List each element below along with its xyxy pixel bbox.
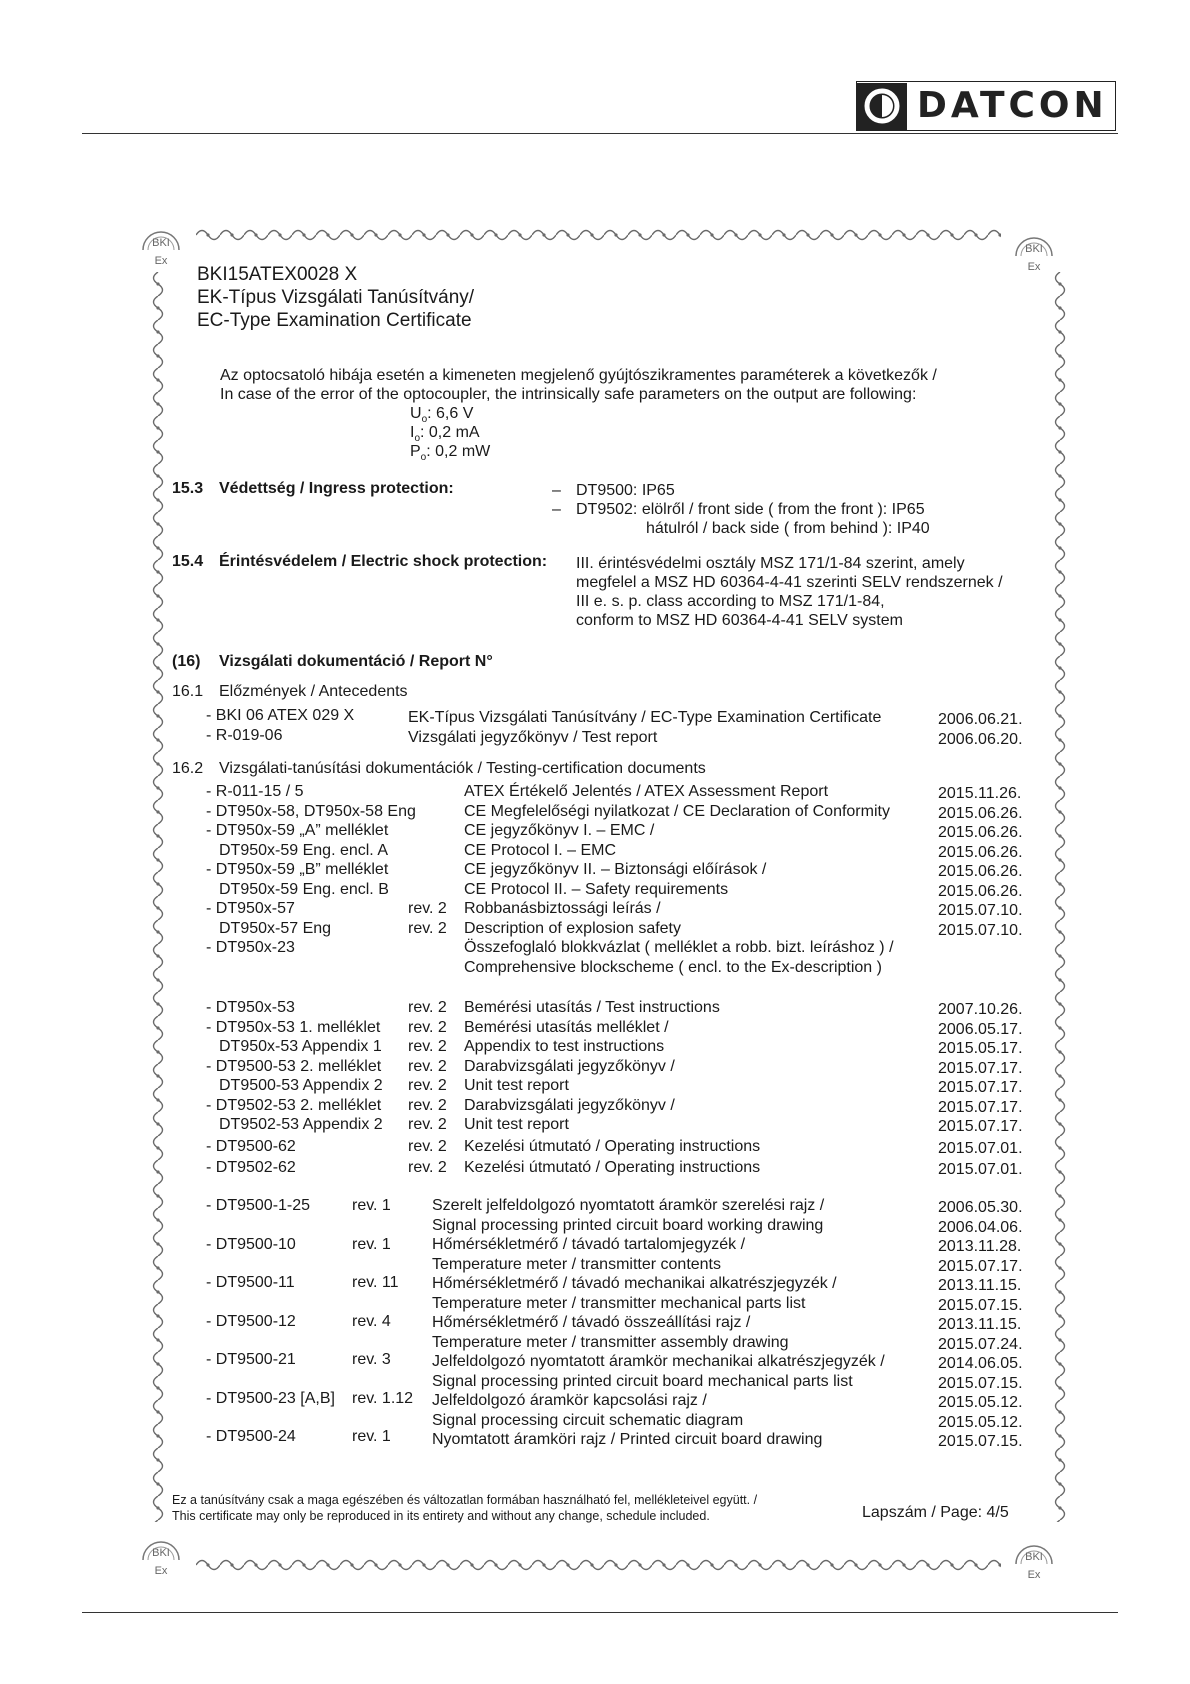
list-item: Vizsgálati jegyzőkönyv / Test report — [408, 728, 658, 746]
ornament-border-left — [151, 272, 165, 1522]
bki-seal-label: BKI — [152, 237, 170, 249]
footer-note-en: This certificate may only be reproduced in its entirety and without any change, schedule included. — [172, 1509, 710, 1523]
documents-b-revs — [408, 998, 447, 1178]
list-item: Comprehensive blockscheme ( encl. to the Ex-description ) — [464, 958, 882, 976]
list-item: DT950x-57 Eng — [219, 919, 332, 937]
list-item: ATEX Értékelő Jelentés / ATEX Assessment Report — [464, 783, 829, 800]
rev-label: rev. 2 — [408, 1057, 447, 1075]
list-item: Unit test report — [464, 1077, 569, 1094]
section-15-4-number: 15.4 — [172, 553, 204, 570]
list-item: - DT950x-58, DT950x-58 Eng — [206, 802, 416, 820]
rev-label: rev. 2 — [408, 1077, 447, 1094]
param-uo: $U_o$: 6,6 V — [410, 405, 474, 426]
list-item: - DT950x-59 „A” melléklet — [206, 822, 389, 839]
list-item: - DT9500-24 — [206, 1428, 296, 1445]
list-item: - DT950x-53 — [206, 999, 295, 1016]
list-item: CE Protocol II. – Safety requirements — [464, 880, 729, 898]
section-16-number: (16) — [172, 653, 201, 670]
section-16-1-number: 16.1 — [172, 683, 204, 700]
rev-label: rev. 2 — [408, 999, 447, 1016]
list-item: CE Protocol I. – EMC — [464, 841, 617, 859]
list-item: Jelfeldolgozó nyomtatott áramkör mechanikai alkatrészjegyzék / — [432, 1353, 885, 1370]
list-item: Signal processing circuit schematic diagram — [432, 1411, 744, 1429]
rev-label: rev. 2 — [408, 1116, 447, 1133]
list-item: Hőmérsékletmérő / távadó mechanikai alkatrészjegyzék / — [432, 1275, 837, 1292]
rev-label: rev. 1 — [352, 1235, 391, 1253]
rev-label: rev. 1 — [352, 1197, 391, 1214]
section-15-3-number: 15.3 — [172, 480, 204, 497]
list-item: Hőmérsékletmérő / távadó összeállítási rajz / — [432, 1314, 751, 1331]
rev-label: rev. 3 — [352, 1351, 391, 1368]
rev-label: rev. 1.12 — [352, 1389, 414, 1407]
list-item: Összefoglaló blokkvázlat ( melléklet a robb. bizt. leíráshoz ) / — [464, 939, 894, 956]
section-15-4-title: Érintésvédelem / Electric shock protection: — [219, 553, 548, 570]
intro-line-hu: Az optocsatoló hibája esetén a kimeneten megjelenő gyújtószikramentes paraméterek a következők / — [220, 367, 937, 384]
section-16-title: Vizsgálati dokumentáció / Report N° — [219, 653, 493, 670]
list-item: Unit test report — [464, 1116, 569, 1133]
datcon-logo — [856, 81, 1116, 131]
list-item: Kezelési útmutató / Operating instructions — [464, 1137, 761, 1155]
list-item: DT9500-53 Appendix 2 — [219, 1077, 383, 1094]
documents-a-ids — [206, 782, 416, 958]
documents-b-dates: 2007.10.26. 2006.05.17. 2015.05.17. 2015.07.17. 2015.07.17. 2015.07.17. 2015.07.17. 2015.07.01. 2015.07.01. — [938, 1001, 1023, 1178]
list-item: Jelfeldolgozó áramkör kapcsolási rajz / — [432, 1392, 707, 1409]
list-item: Szerelt jelfeldolgozó nyomtatott áramkör szerelési rajz / — [432, 1197, 825, 1214]
param-io: $I_o$: 0,2 mA — [410, 424, 480, 445]
documents-a-dates: 2015.11.26. 2015.06.26. 2015.06.26. 2015.06.26. 2015.06.26. 2015.06.26. 2015.07.10. 2015.07.10. — [938, 785, 1023, 939]
section-15-3-dash-2: – — [552, 501, 561, 518]
section-15-3-line-1: DT9500: IP65 — [576, 482, 675, 499]
list-item: - DT9502-62 — [206, 1159, 296, 1176]
rev-label: rev. 2 — [408, 1038, 447, 1055]
list-item: DT950x-53 Appendix 1 — [219, 1038, 382, 1055]
documents-a-revs — [408, 782, 447, 958]
list-item: Hőmérsékletmérő / távadó tartalomjegyzék / — [432, 1236, 746, 1253]
list-item: - R-019-06 — [206, 726, 283, 744]
documents-a-descs — [464, 782, 894, 977]
drawing-ids — [206, 1196, 335, 1466]
list-item: Bemérési utasítás / Test instructions — [464, 999, 720, 1016]
ornament-border-bottom — [196, 1558, 1001, 1572]
drawing-dates: 2006.05.30. 2006.04.06. 2013.11.28. 2015.07.17. 2013.11.15. 2015.07.15. 2013.11.15. 2015.07.24. 2014.06.05. 2015.07.15. 2015.05.12. 2015.05.12. 2015.07.15. — [938, 1199, 1023, 1450]
antecedent-descs — [408, 708, 881, 747]
list-item: - DT9500-23 [A,B] — [206, 1389, 335, 1407]
list-item: Temperature meter / transmitter mechanical parts list — [432, 1294, 806, 1312]
list-item: - DT9500-1-25 — [206, 1197, 311, 1214]
list-item: Robbanásbiztossági leírás / — [464, 900, 661, 917]
bki-seal-bottom-left: BKI Ex — [139, 1532, 183, 1577]
datcon-logo-icon — [857, 83, 907, 130]
list-item: 2006.06.20. — [938, 730, 1023, 748]
section-15-4-line-3: III e. s. p. class according to MSZ 171/1-84, — [576, 593, 885, 610]
footer-divider — [82, 1612, 1118, 1613]
list-item: - DT950x-23 — [206, 939, 295, 956]
list-item: - DT950x-53 1. melléklet — [206, 1018, 381, 1036]
section-15-3-line-3: hátulról / back side ( from behind ): IP40 — [646, 520, 930, 537]
footer-note-hu: Ez a tanúsítvány csak a maga egészében és változatlan formában használható fel, mellékleteivel együtt. / — [172, 1493, 758, 1507]
certificate-number: BKI15ATEX0028 X — [197, 264, 358, 285]
antecedent-ids — [206, 706, 354, 745]
rev-label: rev. 2 — [408, 900, 447, 917]
bki-seal-bottom-right: BKI Ex — [1012, 1536, 1056, 1581]
list-item: CE Megfelelőségi nyilatkozat / CE Declaration of Conformity — [464, 802, 890, 820]
section-16-2-title: Vizsgálati-tanúsítási dokumentációk / Testing-certification documents — [219, 760, 706, 777]
list-item: Nyomtatott áramköri rajz / Printed circuit board drawing — [432, 1431, 823, 1448]
list-item: Appendix to test instructions — [464, 1038, 665, 1055]
list-item: DT950x-59 Eng. encl. A — [219, 841, 388, 859]
list-item: - R-011-15 / 5 — [206, 783, 304, 800]
section-15-4-line-4: conform to MSZ HD 60364-4-41 SELV system — [576, 612, 903, 629]
list-item: - DT9500-21 — [206, 1351, 296, 1368]
antecedent-dates — [938, 710, 1023, 749]
list-item: - DT950x-59 „B” melléklet — [206, 861, 389, 878]
rev-label: rev. 1 — [352, 1428, 391, 1445]
list-item: Temperature meter / transmitter assembly drawing — [432, 1333, 789, 1351]
certificate-title-en: EC-Type Examination Certificate — [197, 310, 472, 331]
list-item: CE jegyzőkönyv II. – Biztonsági előírások / — [464, 861, 767, 878]
section-15-3-dash-1: – — [552, 482, 561, 499]
section-16-2-number: 16.2 — [172, 760, 204, 777]
rev-label: rev. 2 — [408, 919, 447, 937]
drawing-descs — [432, 1196, 885, 1450]
list-item: - DT9500-62 — [206, 1137, 296, 1155]
rev-label: rev. 11 — [352, 1274, 399, 1291]
section-16-1-title: Előzmények / Antecedents — [219, 683, 408, 700]
list-item: Signal processing printed circuit board working drawing — [432, 1216, 824, 1234]
list-item: Signal processing printed circuit board mechanical parts list — [432, 1372, 853, 1390]
list-item: - DT9500-11 — [206, 1274, 295, 1291]
list-item: DT9502-53 Appendix 2 — [219, 1116, 383, 1133]
page-number: Lapszám / Page: 4/5 — [862, 1504, 1009, 1521]
list-item: - DT9500-10 — [206, 1235, 296, 1253]
rev-label: rev. 2 — [408, 1159, 447, 1176]
list-item: Darabvizsgálati jegyzőkönyv / — [464, 1096, 675, 1114]
list-item: 2006.06.21. — [938, 711, 1023, 728]
list-item: - BKI 06 ATEX 029 X — [206, 707, 355, 724]
ornament-border-top — [196, 228, 1001, 242]
documents-b-ids — [206, 998, 383, 1178]
bki-seal-top-right: BKI Ex — [1012, 228, 1056, 273]
list-item: Kezelési útmutató / Operating instructions — [464, 1159, 761, 1176]
bki-seal-top-left: BKI Ex — [139, 222, 183, 267]
rev-label: rev. 4 — [352, 1312, 391, 1330]
certificate-title-hu: EK-Típus Vizsgálati Tanúsítvány/ — [197, 287, 475, 308]
brand-name: DATCON — [917, 85, 1108, 126]
param-po: $P_o$: 0,2 mW — [410, 443, 491, 464]
list-item: Temperature meter / transmitter contents — [432, 1255, 721, 1273]
section-15-4-line-1: III. érintésvédelmi osztály MSZ 171/1-84 szerint, amely — [576, 555, 965, 572]
list-item: - DT9500-53 2. melléklet — [206, 1057, 382, 1075]
list-item: Bemérési utasítás melléklet / — [464, 1018, 669, 1036]
list-item: EK-Típus Vizsgálati Tanúsítvány / EC-Type Examination Certificate — [408, 709, 882, 726]
rev-label: rev. 2 — [408, 1018, 447, 1036]
documents-b-descs — [464, 998, 760, 1178]
list-item: DT950x-59 Eng. encl. B — [219, 880, 389, 898]
section-15-3-title: Védettség / Ingress protection: — [219, 480, 454, 497]
list-item: Darabvizsgálati jegyzőkönyv / — [464, 1057, 675, 1075]
intro-line-en: In case of the error of the optocoupler, the intrinsically safe parameters on the output are following: — [220, 386, 917, 403]
list-item: CE jegyzőkönyv I. – EMC / — [464, 822, 655, 839]
rev-label: rev. 2 — [408, 1096, 447, 1114]
list-item: - DT9502-53 2. melléklet — [206, 1096, 382, 1114]
list-item: - DT950x-57 — [206, 900, 295, 917]
list-item: Description of explosion safety — [464, 919, 681, 937]
bki-seal-label: BKI — [1025, 1551, 1043, 1563]
section-15-3-line-2: DT9502: elölről / front side ( from the front ): IP65 — [576, 501, 925, 518]
rev-label: rev. 2 — [408, 1137, 447, 1155]
bki-seal-label: BKI — [152, 1547, 170, 1559]
ornament-border-right — [1053, 272, 1067, 1522]
bki-seal-label: BKI — [1025, 243, 1043, 255]
drawing-revs — [352, 1196, 413, 1466]
list-item: - DT9500-12 — [206, 1312, 296, 1330]
header-divider — [82, 133, 1118, 134]
section-15-4-line-2: megfelel a MSZ HD 60364-4-41 szerinti SELV rendszernek / — [576, 574, 1003, 591]
